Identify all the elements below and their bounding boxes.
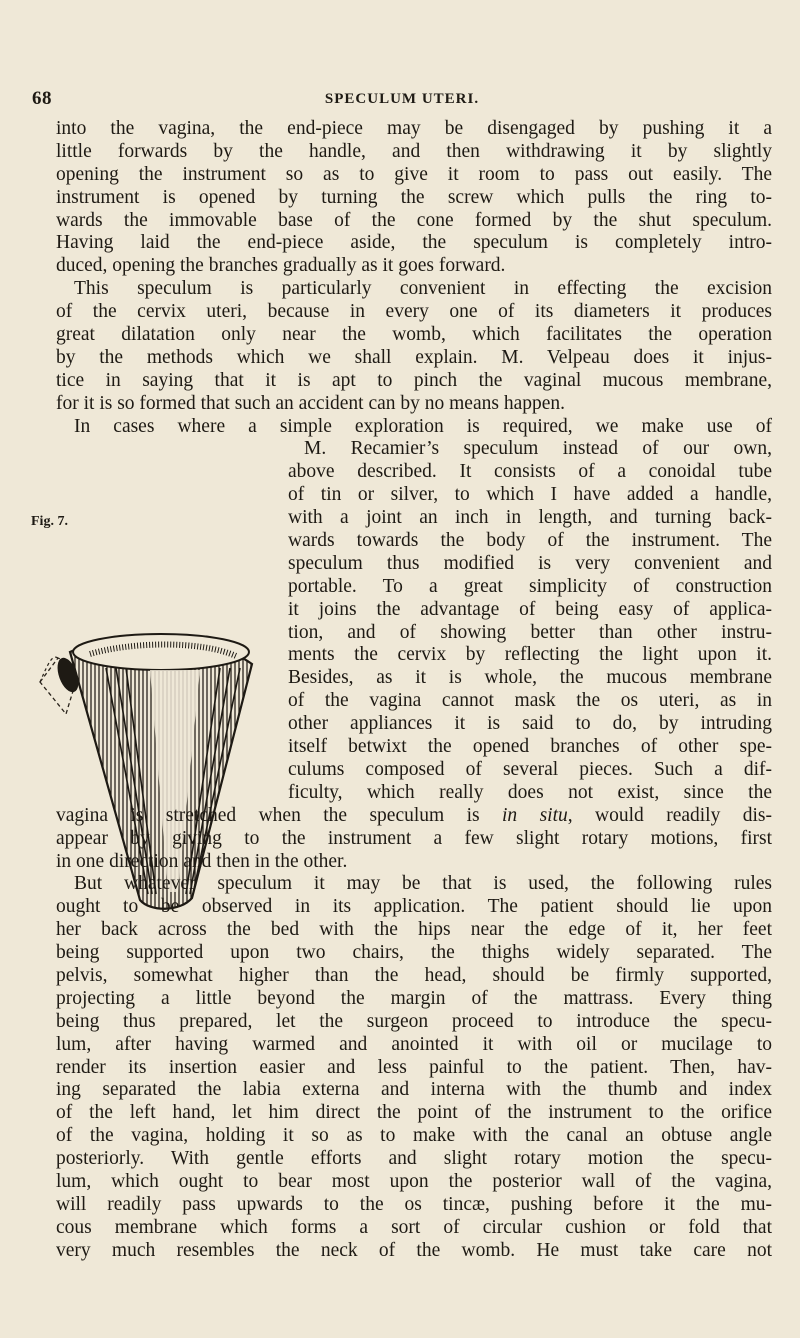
text-line: lum, which ought to bear most upon the posterior wall of the vagina, <box>56 1170 772 1192</box>
text-line: Besides, as it is whole, the mucous membrane <box>288 667 772 689</box>
text-line: lum, after having warmed and anointed it with oil or mucilage to <box>56 1033 772 1055</box>
text-line: little forwards by the handle, and then withdrawing it by slightly <box>56 140 772 162</box>
text-line: M. Recamier’s speculum instead of our own, <box>304 438 772 460</box>
text-line: being supported upon two chairs, the thighs widely separated. The <box>56 942 772 964</box>
page-number: 68 <box>32 88 52 109</box>
text-line: This speculum is particularly convenient in effecting the excision <box>74 278 772 300</box>
text-line: will readily pass upwards to the os tincæ, pushing before it the mu- <box>56 1193 772 1215</box>
text-line: of the vagina cannot mask the os uteri, as in <box>288 690 772 712</box>
text-line: speculum thus modified is very convenient and <box>288 552 772 574</box>
text-line: other appliances it is said to do, by intruding <box>288 713 772 735</box>
text-line: ing separated the labia externa and interna with the thumb and index <box>56 1079 772 1101</box>
text-line: opening the instrument so as to give it room to pass out easily. The <box>56 163 772 185</box>
text-line: tice in saying that it is apt to pinch the vaginal mucous membrane, <box>56 369 772 391</box>
text-line: wards the immovable base of the cone formed by the shut speculum. <box>56 209 772 231</box>
text-line: very much resembles the neck of the womb. He must take care not <box>56 1239 772 1261</box>
text-line: her back across the bed with the hips near the edge of it, her feet <box>56 919 772 941</box>
text-line: ments the cervix by reflecting the light upon it. <box>288 644 772 666</box>
text-line: in one direction and then in the other. <box>56 850 348 872</box>
text-line: In cases where a simple exploration is required, we make use of <box>74 415 772 437</box>
text-line: appear by giving to the instrument a few slight rotary motions, first <box>56 827 772 849</box>
text-line: projecting a little beyond the margin of the mattrass. Every thing <box>56 987 772 1009</box>
text-line: culums composed of several pieces. Such a dif- <box>288 758 772 780</box>
text-line: with a joint an inch in length, and turning back- <box>288 507 772 529</box>
text-line: Having laid the end-piece aside, the speculum is completely intro- <box>56 232 772 254</box>
text-line: duced, opening the branches gradually as it goes forward. <box>56 255 506 277</box>
text-line: ficulty, which really does not exist, since the <box>288 781 772 803</box>
text-line: pelvis, somewhat higher than the head, should be firmly supported, <box>56 964 772 986</box>
text-line: great dilatation only near the womb, which facilitates the operation <box>56 324 772 346</box>
text-line: for it is so formed that such an accident can by no means happen. <box>56 392 566 414</box>
italic-phrase: in situ <box>502 804 568 826</box>
text-line: instrument is opened by turning the screw which pulls the ring to- <box>56 186 772 208</box>
running-head: SPECULUM UTERI. <box>324 91 480 107</box>
text-line: wards towards the body of the instrument. The <box>288 530 772 552</box>
text-line: of the vagina, holding it so as to make with the canal an obtuse angle <box>56 1125 772 1147</box>
text-line: into the vagina, the end-piece may be disengaged by pushing it a <box>56 118 772 139</box>
text-line: being thus prepared, let the surgeon proceed to introduce the specu- <box>56 1010 772 1032</box>
text-line: render its insertion easier and less painful to the patient. Then, hav- <box>56 1056 772 1078</box>
text-line: ought to be observed in its application. The patient should lie upon <box>56 896 772 918</box>
text-line: But whatever speculum it may be that is used, the following rules <box>74 873 772 895</box>
body-text <box>56 118 772 1263</box>
page-header <box>32 88 772 112</box>
text-line: it joins the advantage of being easy of applica- <box>288 598 772 620</box>
text-line: posteriorly. With gentle efforts and slight rotary motion the specu- <box>56 1148 772 1170</box>
text-line: above described. It consists of a conoidal tube <box>288 461 772 483</box>
text-line: by the methods which we shall explain. M. Velpeau does it injus- <box>56 346 772 368</box>
text-line: itself betwixt the opened branches of other spe- <box>288 736 772 758</box>
figure-label: Fig. 7. <box>31 514 68 529</box>
text-line: cous membrane which forms a sort of circular cushion or fold that <box>56 1216 772 1238</box>
text-line: portable. To a great simplicity of construction <box>288 575 772 597</box>
text-line: vagina is stretched when the speculum is in situ, would readily dis- <box>56 804 772 826</box>
text-line: of the left hand, let him direct the point of the instrument to the orifice <box>56 1102 772 1124</box>
text-line: of tin or silver, to which I have added a handle, <box>288 484 772 506</box>
text-line: of the cervix uteri, because in every one of its diameters it produces <box>56 301 772 323</box>
text-line: tion, and of showing better than other instru- <box>288 621 772 643</box>
